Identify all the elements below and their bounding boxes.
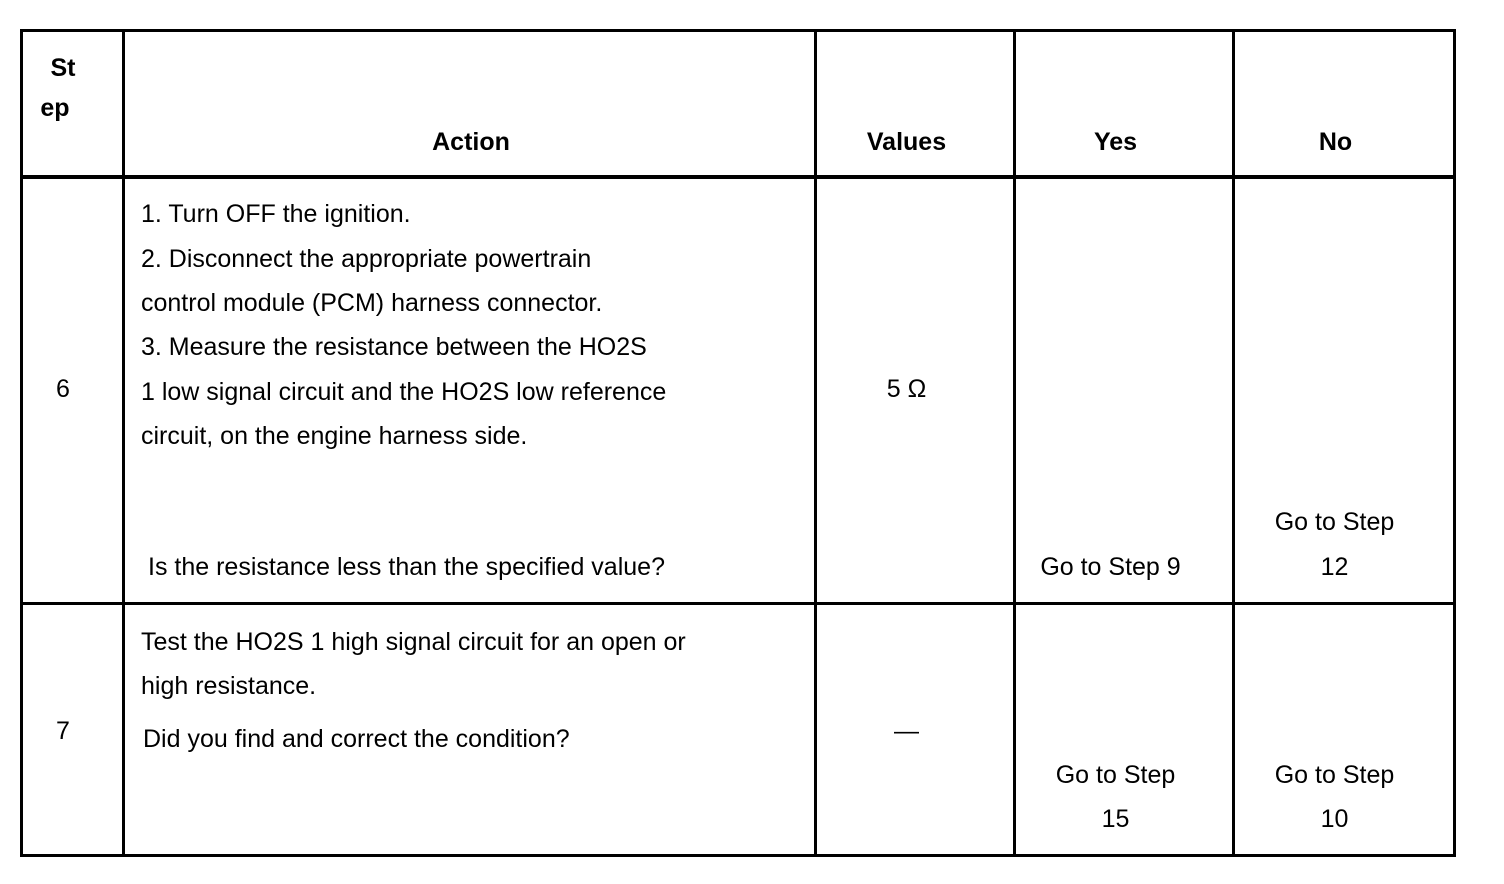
header-step-line-1: St (50, 54, 76, 82)
action-line: 1 low signal circuit and the HO2S low reference (141, 378, 667, 406)
table-border-bottom (20, 854, 1456, 857)
header-step-line-2: ep (40, 94, 70, 122)
yes-cell: Go to Step 9 (1040, 553, 1181, 581)
yes-cell-line-1: Go to Step (1055, 761, 1176, 789)
no-cell-line-1: Go to Step (1274, 761, 1395, 789)
action-line: 3. Measure the resistance between the HO2S (141, 333, 647, 361)
step-number: 7 (56, 717, 70, 745)
table-border-top (20, 29, 1456, 32)
no-cell-line-2: 12 (1320, 553, 1349, 581)
action-question: Is the resistance less than the specified value? (148, 553, 665, 581)
row-divider (20, 602, 1456, 605)
action-line: control module (PCM) harness connector. (141, 289, 603, 317)
action-line: 1. Turn OFF the ignition. (141, 200, 411, 228)
no-cell-line-1: Go to Step (1274, 508, 1395, 536)
table-border-left (20, 29, 23, 857)
header-values: Values (866, 128, 947, 156)
action-line: high resistance. (141, 672, 317, 700)
header-no: No (1318, 128, 1353, 156)
step-number: 6 (56, 375, 70, 403)
header-action: Action (432, 128, 510, 156)
yes-cell-line-2: 15 (1101, 805, 1130, 833)
action-question: Did you find and correct the condition? (143, 725, 570, 753)
header-yes: Yes (1093, 128, 1138, 156)
table-border-right (1453, 29, 1456, 857)
header-divider (20, 175, 1456, 179)
action-line: Test the HO2S 1 high signal circuit for an open or (141, 628, 686, 656)
no-cell-line-2: 10 (1320, 805, 1349, 833)
value-cell: 5 Ω (886, 375, 927, 403)
value-cell: — (894, 717, 919, 745)
action-line: circuit, on the engine harness side. (141, 422, 528, 450)
action-line: 2. Disconnect the appropriate powertrain (141, 245, 592, 273)
header-step (23, 48, 103, 128)
